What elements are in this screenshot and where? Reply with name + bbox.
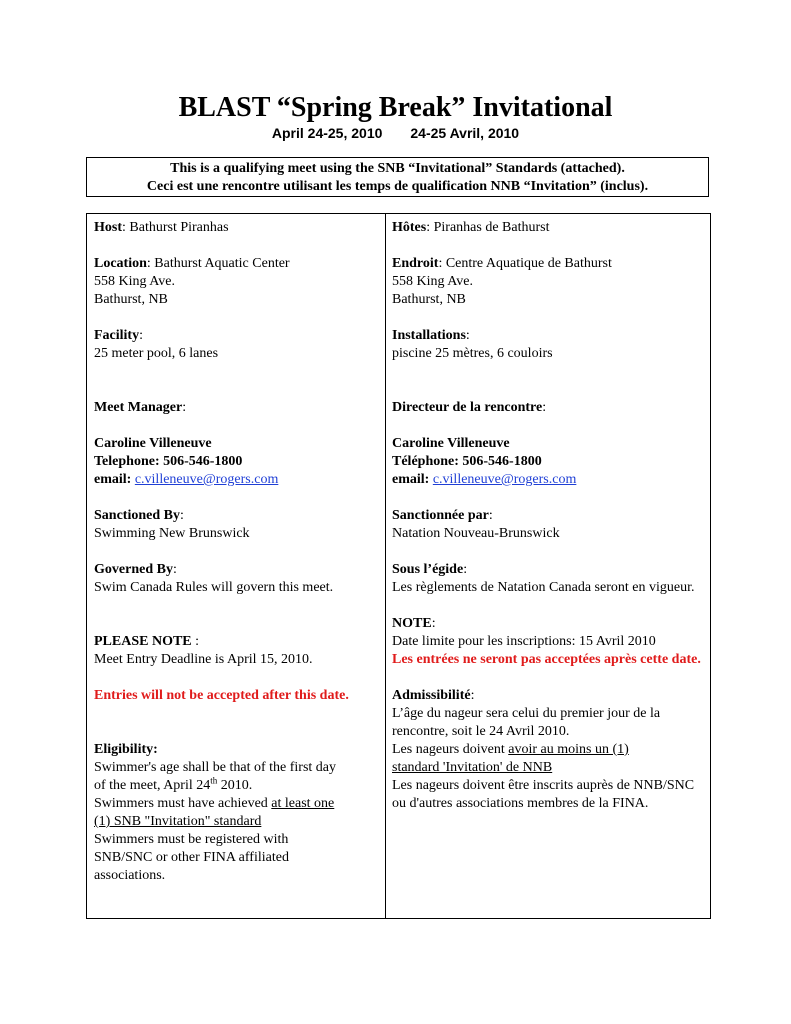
manager-email-row (94, 471, 379, 489)
host-value: : Bathurst Piranhas (122, 220, 229, 235)
note-warning: Entries will not be accepted after this date. (94, 688, 349, 703)
sanctioned-row (94, 507, 379, 525)
eligibility-line: Swimmer's age shall be that of the first day (94, 760, 337, 775)
eligibility-underlined: at least one (271, 796, 335, 811)
eligibility-underlined: (1) SNB "Invitation" standard (94, 814, 262, 829)
date-french: 24-25 Avril, 2010 (410, 125, 520, 141)
email-label: email: (94, 472, 135, 487)
manager-row-fr (392, 399, 705, 417)
eligibility-underlined-fr: standard 'Invitation' de NNB (392, 760, 553, 775)
eligibility-underlined-fr: avoir au moins un (1) (508, 742, 629, 757)
manager-email-row-fr (392, 471, 705, 489)
address-line-1-fr: 558 King Ave. (392, 274, 474, 289)
eligibility-line-fr: Les nageurs doivent être inscrits auprès de NNB/SNC ou d'autres associations membres de la FINA. (392, 778, 695, 811)
eligibility-colon-fr: : (470, 688, 475, 703)
host-row (94, 219, 379, 237)
manager-colon: : (182, 400, 187, 415)
sanctioned-colon: : (179, 508, 184, 523)
note-row (94, 633, 379, 651)
date-english: April 24-25, 2010 (271, 125, 383, 141)
sanctioned-row-fr (392, 507, 705, 525)
meet-dates (0, 124, 791, 142)
eligibility-line (94, 777, 379, 795)
manager-label-fr: Directeur de la rencontre (392, 400, 543, 415)
host-value-fr: : Piranhas de Bathurst (426, 220, 550, 235)
governed-row (94, 561, 379, 579)
eligibility-text-fr: Les nageurs doivent (392, 742, 509, 757)
note-value-fr: Date limite pour les inscriptions: 15 Avril 2010 (392, 634, 656, 649)
eligibility-line: Swimmers must be registered with (94, 832, 289, 847)
eligibility-line: associations. (94, 868, 166, 883)
governed-row-fr (392, 561, 705, 579)
governed-value-fr: Les règlements de Natation Canada seront en vigueur. (392, 580, 695, 595)
eligibility-label: Eligibility: (94, 742, 158, 757)
facility-value: 25 meter pool, 6 lanes (94, 346, 219, 361)
manager-label: Meet Manager (94, 400, 183, 415)
note-label-fr: NOTE (392, 616, 432, 631)
note-row-fr (392, 615, 705, 633)
column-divider (385, 214, 386, 918)
eligibility-line: SNB/SNC or other FINA affiliated (94, 850, 289, 865)
manager-phone: Telephone: 506-546-1800 (94, 454, 243, 469)
governed-colon: : (172, 562, 177, 577)
note-colon: : (191, 634, 200, 649)
note-label: PLEASE NOTE (94, 634, 192, 649)
manager-phone-fr: Téléphone: 506-546-1800 (392, 454, 542, 469)
governed-label-fr: Sous l’égide (392, 562, 464, 577)
eligibility-label-fr: Admissibilité (392, 688, 471, 703)
location-label: Location (94, 256, 147, 271)
governed-colon-fr: : (463, 562, 468, 577)
sanctioned-value: Swimming New Brunswick (94, 526, 250, 541)
location-value: : Bathurst Aquatic Center (146, 256, 290, 271)
manager-name: Caroline Villeneuve (94, 436, 212, 451)
location-row (94, 255, 379, 273)
note-warning-fr: Les entrées ne seront pas acceptées après cette date. (392, 652, 701, 667)
facility-row (94, 327, 379, 345)
eligibility-line (94, 795, 379, 813)
sanctioned-value-fr: Natation Nouveau-Brunswick (392, 526, 560, 541)
email-link-fr[interactable]: c.villeneuve@rogers.com (432, 472, 577, 487)
note-colon-fr: : (431, 616, 436, 631)
sanctioned-label: Sanctioned By (94, 508, 180, 523)
host-label-fr: Hôtes (392, 220, 427, 235)
facility-value-fr: piscine 25 mètres, 6 couloirs (392, 346, 553, 361)
location-value-fr: : Centre Aquatique de Bathurst (438, 256, 612, 271)
notice-english: This is a qualifying meet using the SNB “Invitational” Standards (attached). (170, 161, 625, 176)
manager-colon-fr: : (542, 400, 547, 415)
notice-french: Ceci est une rencontre utilisant les temps de qualification NNB “Invitation” (inclus). (146, 179, 649, 194)
eligibility-line-fr: L’âge du nageur sera celui du premier jour de la rencontre, soit le 24 Avril 2010. (392, 706, 661, 739)
location-label-fr: Endroit (392, 256, 439, 271)
facility-colon: : (139, 328, 143, 343)
manager-name-fr: Caroline Villeneuve (392, 436, 510, 451)
governed-value: Swim Canada Rules will govern this meet. (94, 580, 334, 595)
host-row-fr (392, 219, 705, 237)
meet-info-table (86, 213, 711, 919)
facility-colon-fr: : (465, 328, 470, 343)
email-label-fr: email: (392, 472, 433, 487)
qualifying-notice-box (86, 157, 709, 197)
eligibility-text: 2010. (217, 778, 253, 793)
governed-label: Governed By (94, 562, 173, 577)
page-title: BLAST “Spring Break” Invitational (178, 92, 613, 123)
facility-row-fr (392, 327, 705, 345)
facility-label-fr: Installations (392, 328, 466, 343)
facility-label: Facility (94, 328, 140, 343)
eligibility-line-fr (392, 741, 705, 759)
note-value: Meet Entry Deadline is April 15, 2010. (94, 652, 313, 667)
manager-row (94, 399, 379, 417)
eligibility-text: of the meet, April 24 (94, 778, 211, 793)
sanctioned-colon-fr: : (488, 508, 493, 523)
eligibility-text: Swimmers must have achieved (94, 796, 272, 811)
ordinal-suffix: th (210, 775, 218, 786)
location-row-fr (392, 255, 705, 273)
address-line-2: Bathurst, NB (94, 292, 168, 307)
french-column (392, 219, 705, 813)
address-line-1: 558 King Ave. (94, 274, 176, 289)
host-label: Host (94, 220, 122, 235)
english-column (94, 219, 379, 885)
sanctioned-label-fr: Sanctionnée par (392, 508, 489, 523)
email-link[interactable]: c.villeneuve@rogers.com (134, 472, 279, 487)
eligibility-row-fr (392, 687, 705, 705)
address-line-2-fr: Bathurst, NB (392, 292, 466, 307)
